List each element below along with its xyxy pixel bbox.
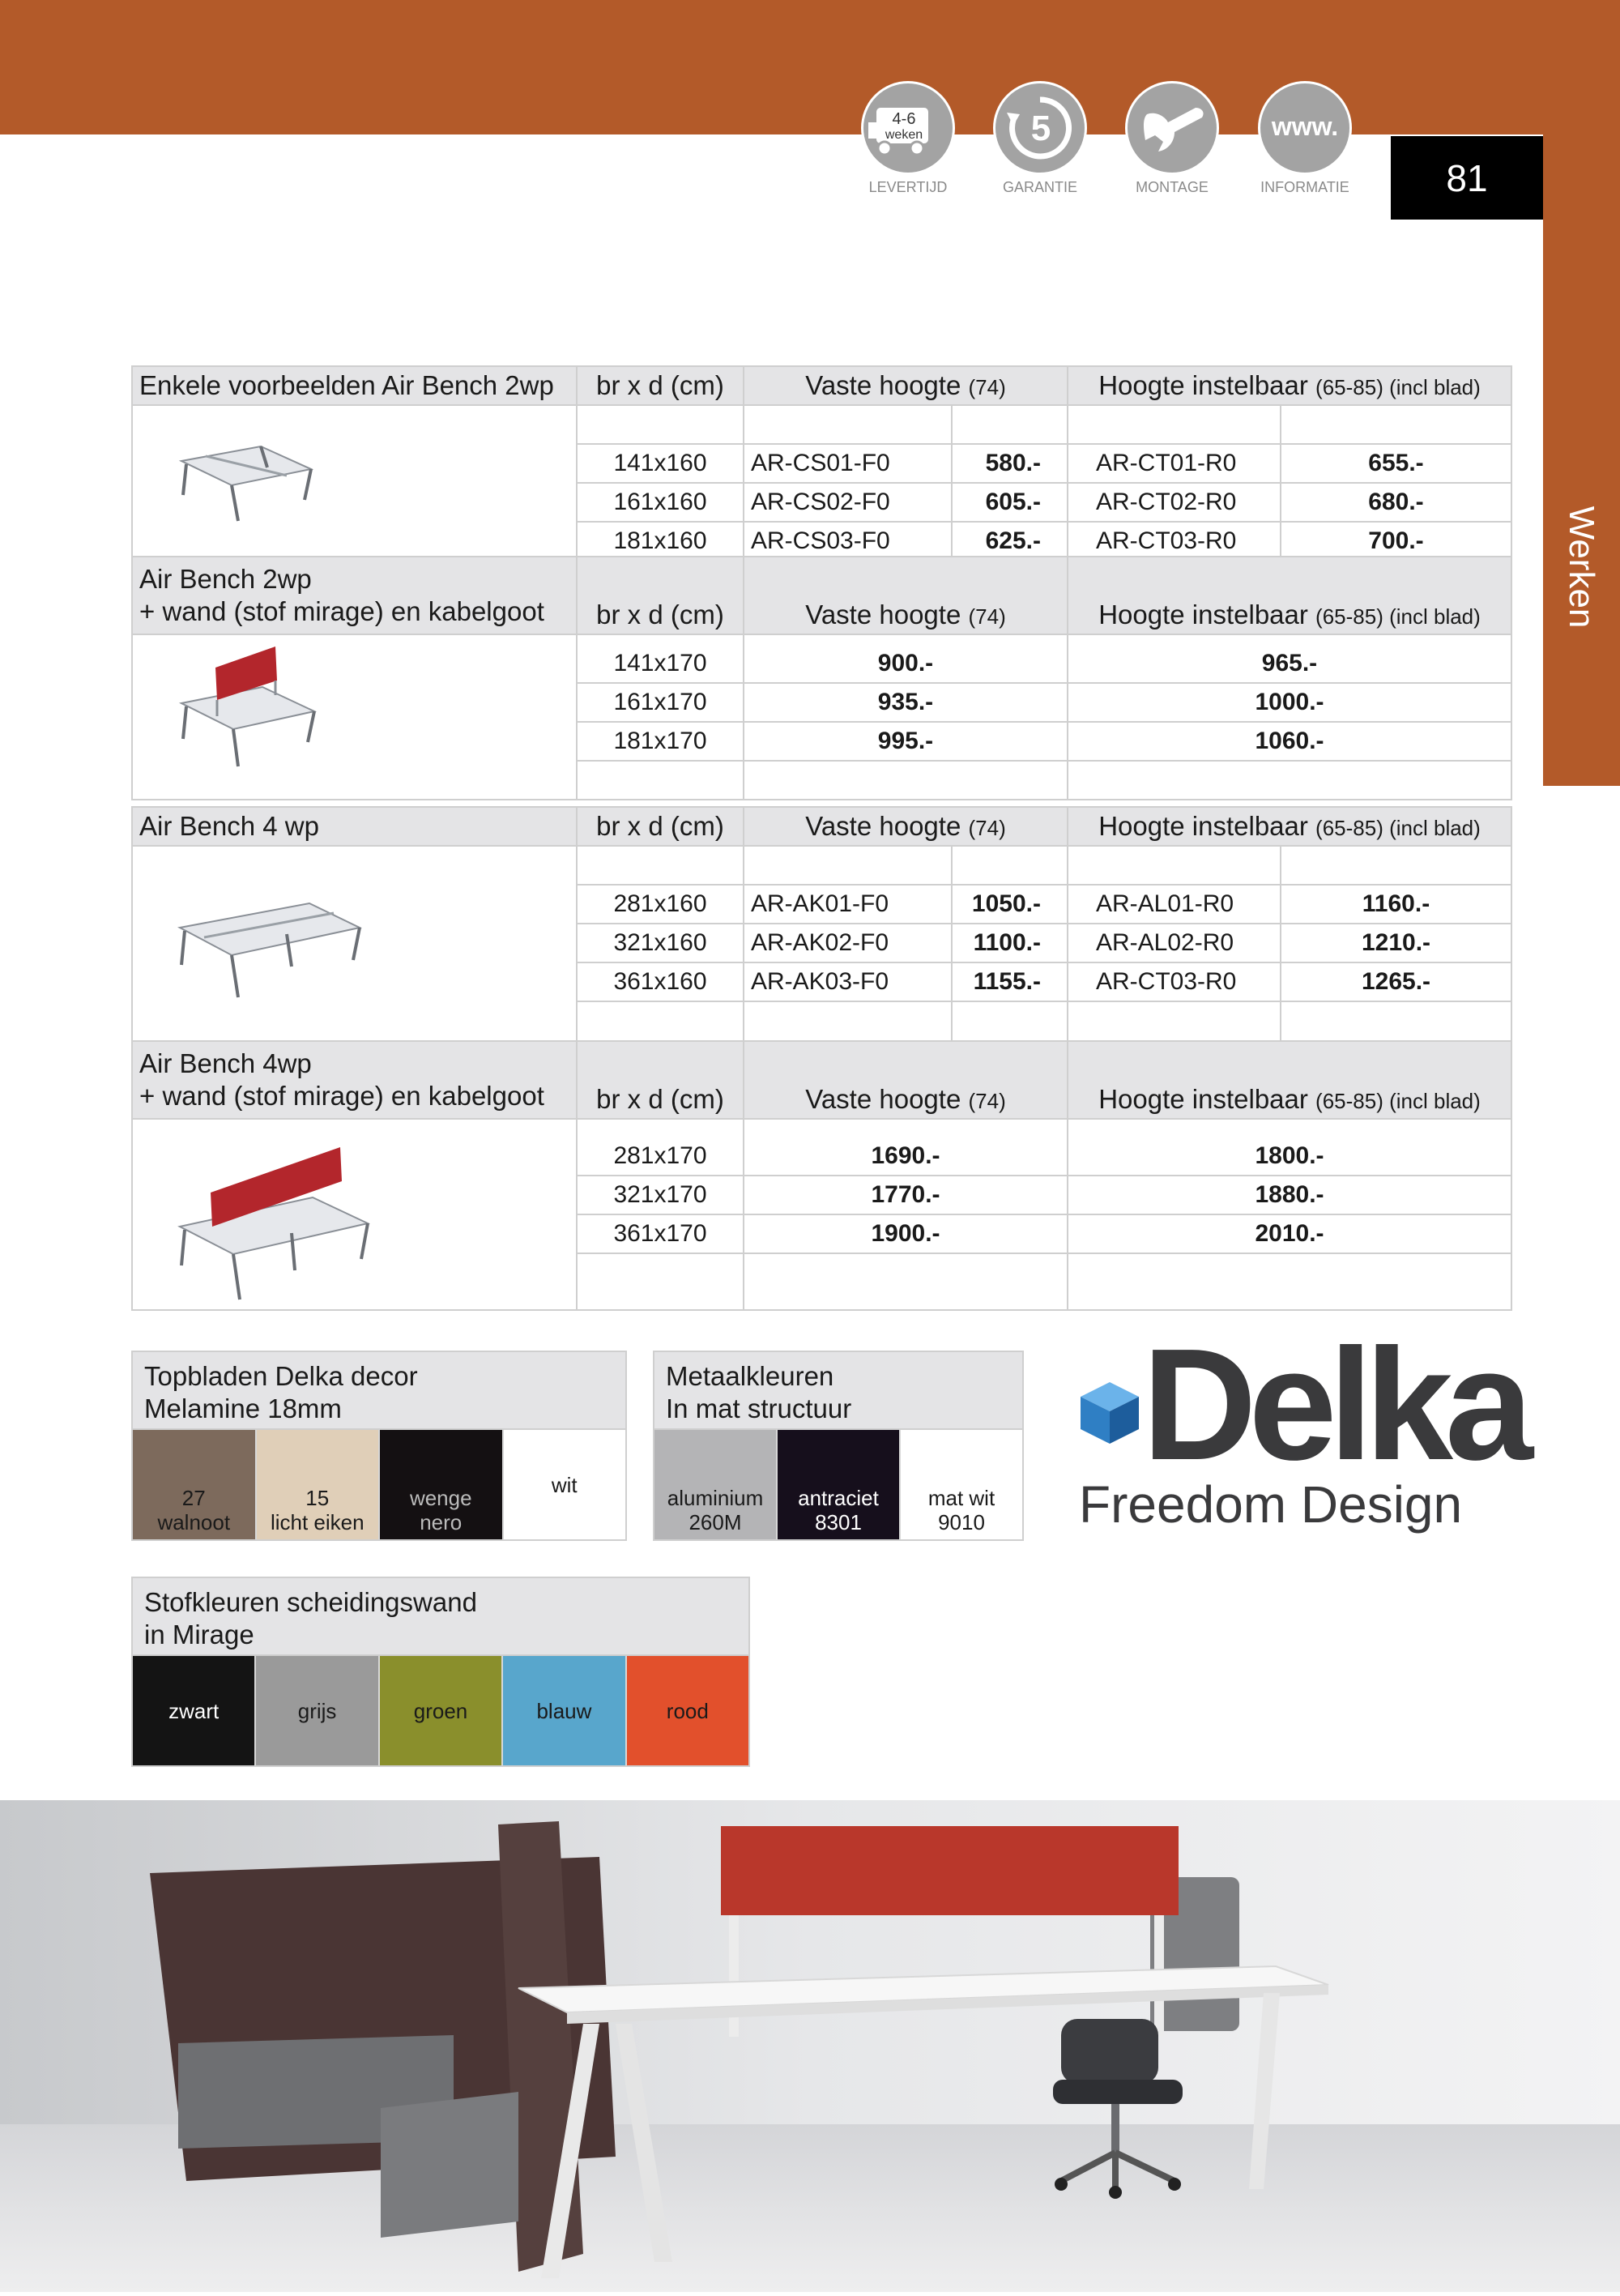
metaal-swatches [653, 1351, 1024, 1541]
product-image [132, 846, 577, 1050]
table-title: Air Bench 4 wp [132, 807, 577, 846]
swatch-aluminium: aluminium 260M [654, 1430, 776, 1539]
svg-text:5: 5 [1030, 109, 1051, 148]
price-table-4wp [131, 806, 1512, 1051]
product-image [132, 1119, 577, 1310]
price-table-2wp-wand: Air Bench 2wp + wand (stof mirage) en kabelgoot br x d (cm) Vaste hoogte (74) Hoogte instelbaar (65-85) (incl blad) 141x170 900.- 965.- 161x170 935.- 1000.- 181x170 995.- 1060.- [131, 556, 1512, 800]
fixed-height-header: Vaste hoogte (74) [744, 366, 1068, 405]
svg-text:weken: weken [885, 128, 923, 142]
section-label: Werken [1562, 506, 1601, 629]
table-row: 161x170 935.- 1000.- [132, 683, 1511, 722]
size-header: br x d (cm) [577, 1041, 744, 1119]
wrench-icon [1125, 81, 1219, 175]
product-image [132, 405, 577, 561]
swatch-licht-eiken: 15 licht eiken [255, 1430, 379, 1539]
size-header: br x d (cm) [577, 807, 744, 846]
table-row: 181x160 AR-CS03-F0 625.- AR-CT03-R0 700.- [132, 522, 1511, 561]
icon-label-levertijd: LEVERTIJD [868, 179, 948, 195]
fixed-height-header: Vaste hoogte (74) [744, 557, 1068, 634]
fixed-height-header: Vaste hoogte (74) [744, 807, 1068, 846]
delka-logo [1077, 1316, 1526, 1539]
price-table-4wp-wand: Air Bench 4wp + wand (stof mirage) en kabelgoot br x d (cm) Vaste hoogte (74) Hoogte instelbaar (65-85) (incl blad) 281x170 1690.- 1800.- 321x170 1770.- 1880.- 361x170 1900.- 2010.- [131, 1040, 1512, 1311]
swatch-zwart: zwart [133, 1656, 254, 1765]
top-bar [0, 0, 1620, 134]
swatch-rood: rood [625, 1656, 748, 1765]
swatch-title: Topbladen Delka decor Melamine 18mm [133, 1352, 625, 1430]
icon-label-montage: MONTAGE [1136, 179, 1209, 195]
table-row: 141x160 AR-CS01-F0 580.- AR-CT01-R0 655.- [132, 444, 1511, 483]
table-title: Enkele voorbeelden Air Bench 2wp [132, 366, 577, 405]
stof-swatches [131, 1577, 750, 1767]
table-row: 281x160 AR-AK01-F0 1050.- AR-AL01-R0 1160.- [132, 885, 1511, 924]
price-table-2wp [131, 365, 1512, 561]
swatch-grijs: grijs [254, 1656, 377, 1765]
swatch-groen: groen [378, 1656, 501, 1765]
size-header: br x d (cm) [577, 557, 744, 634]
product-photo [0, 1800, 1620, 2292]
svg-text:www.: www. [1271, 112, 1339, 141]
swatch-blauw: blauw [501, 1656, 625, 1765]
adjustable-height-header: Hoogte instelbaar (65-85) (incl blad) [1068, 557, 1511, 634]
swatch-title: Metaalkleuren In mat structuur [654, 1352, 1022, 1430]
warranty-icon [993, 81, 1087, 175]
table-row: 361x170 1900.- 2010.- [132, 1214, 1511, 1253]
swatch-antraciet: antraciet 8301 [776, 1430, 899, 1539]
svg-text:4-6: 4-6 [892, 110, 916, 128]
size-header: br x d (cm) [577, 366, 744, 405]
www-icon [1258, 81, 1352, 175]
table-row: 321x170 1770.- 1880.- [132, 1176, 1511, 1214]
side-strip [1543, 134, 1620, 786]
icon-label-informatie: INFORMATIE [1260, 179, 1349, 195]
table-row: 181x170 995.- 1060.- [132, 722, 1511, 761]
table-title: Air Bench 2wp + wand (stof mirage) en kabelgoot [132, 557, 577, 634]
brand-name: Delka [1142, 1316, 1526, 1493]
swatch-wenge-nero: wenge nero [378, 1430, 502, 1539]
table-row: 321x160 AR-AK02-F0 1100.- AR-AL02-R0 1210.- [132, 924, 1511, 962]
table-title: Air Bench 4wp + wand (stof mirage) en kabelgoot [132, 1041, 577, 1119]
swatch-title: Stofkleuren scheidingswand in Mirage [133, 1578, 748, 1656]
truck-icon [861, 81, 955, 175]
adjustable-height-header: Hoogte instelbaar (65-85) (incl blad) [1068, 1041, 1511, 1119]
brand-tagline: Freedom Design [1079, 1475, 1463, 1534]
swatch-wit: wit [502, 1430, 626, 1539]
adjustable-height-header: Hoogte instelbaar (65-85) (incl blad) [1068, 366, 1511, 405]
table-row: 361x160 AR-AK03-F0 1155.- AR-CT03-R0 1265.- [132, 962, 1511, 1001]
icon-label-garantie: GARANTIE [1002, 179, 1077, 195]
topbladen-swatches [131, 1351, 627, 1541]
table-row: 161x160 AR-CS02-F0 605.- AR-CT02-R0 680.- [132, 483, 1511, 522]
swatch-mat-wit: mat wit 9010 [899, 1430, 1022, 1539]
adjustable-height-header: Hoogte instelbaar (65-85) (incl blad) [1068, 807, 1511, 846]
swatch-walnoot: 27 walnoot [133, 1430, 255, 1539]
fixed-height-header: Vaste hoogte (74) [744, 1041, 1068, 1119]
product-image [132, 634, 577, 800]
page-number: 81 [1391, 136, 1543, 220]
